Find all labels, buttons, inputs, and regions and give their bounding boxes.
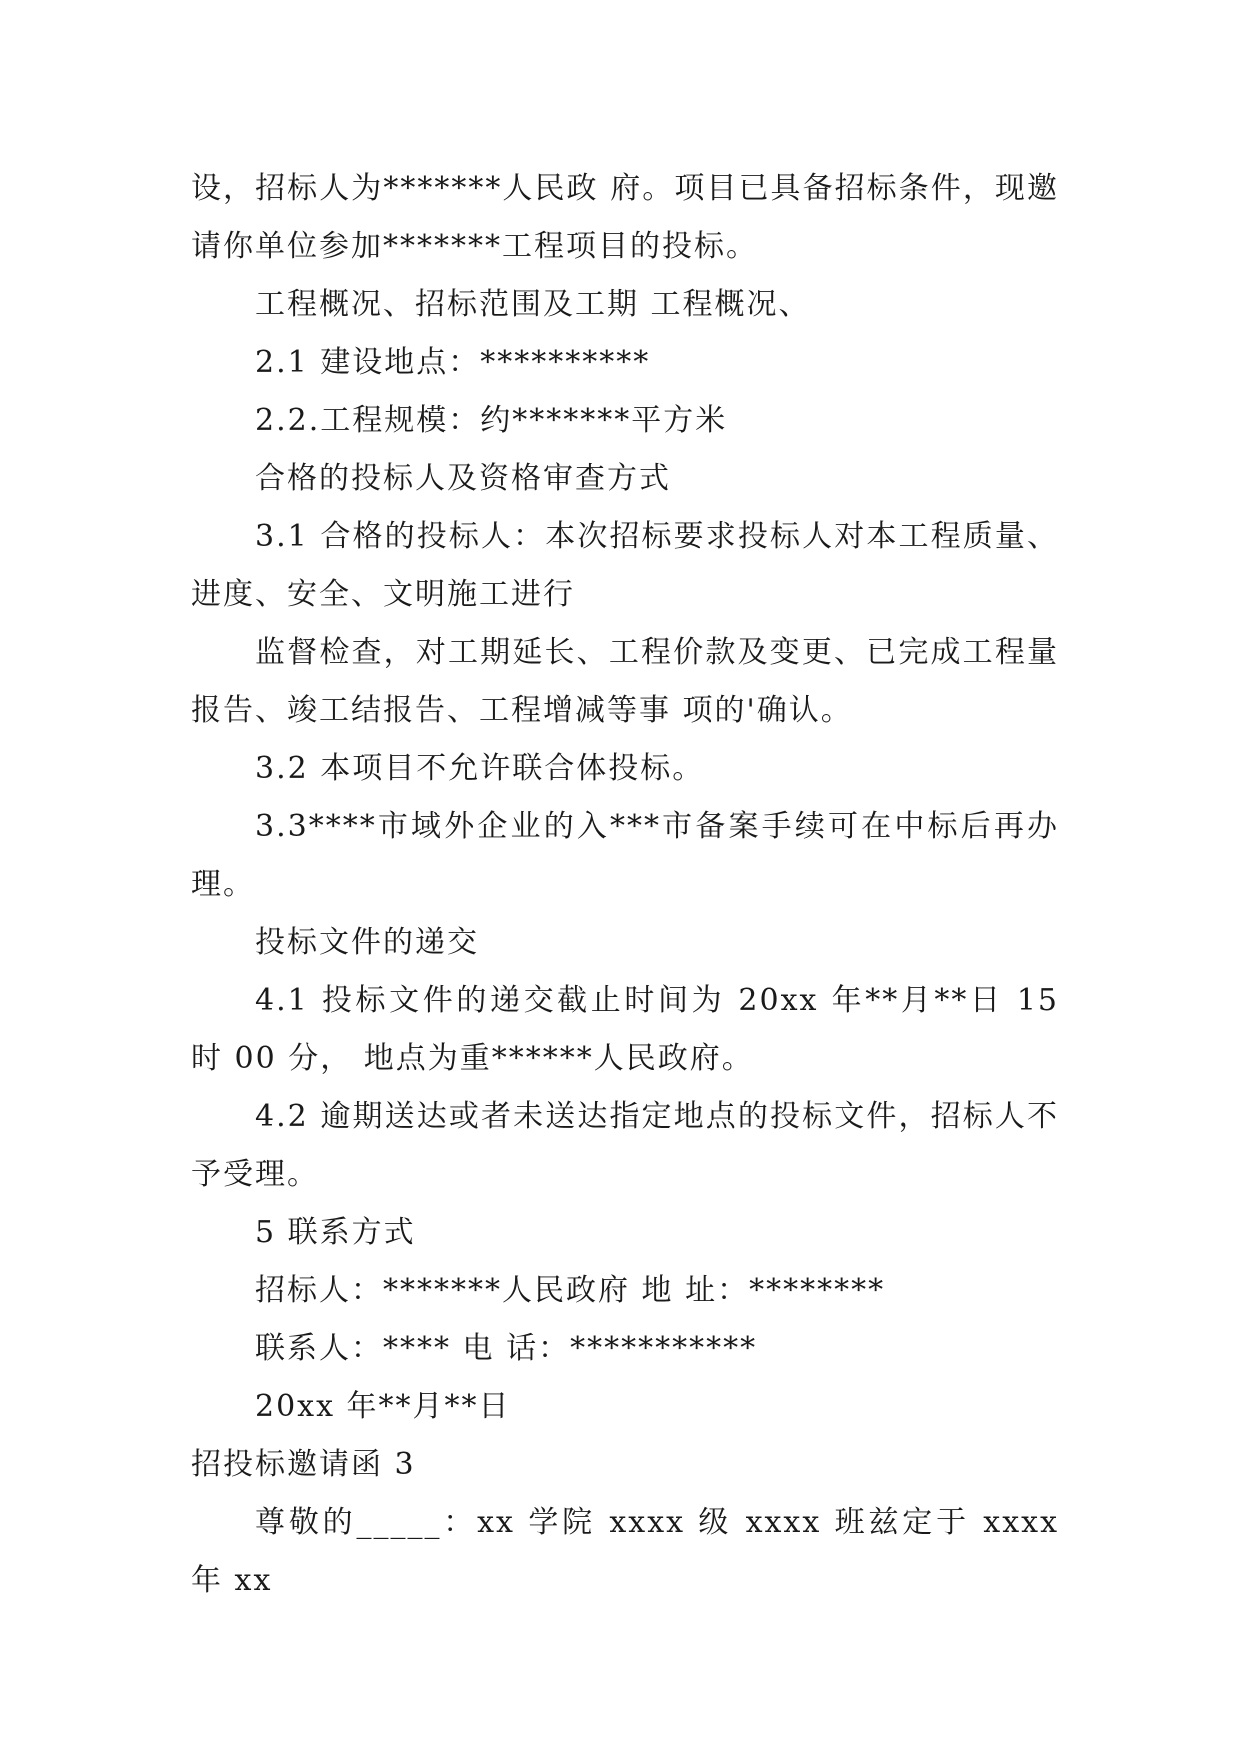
- paragraph-date: 20xx 年**月**日: [255, 1389, 511, 1424]
- paragraph-project-scale: 2.2.工程规模：约*******平方米: [255, 403, 728, 438]
- paragraph-qualified-bidder: 3.1 合格的投标人：本次招标要求投标人对本工程质量、进度、安全、文明施工进行: [191, 519, 1059, 612]
- paragraph-submission-heading: 投标文件的递交: [255, 925, 479, 960]
- paragraph-contact-person: 联系人：**** 电 话：***********: [255, 1331, 758, 1366]
- paragraph-supervision: 监督检查，对工期延长、工程价款及变更、已完成工程量报告、竣工结报告、工程增减等事 项的'确认。: [191, 635, 1059, 728]
- paragraph-tenderer: 招标人：*******人民政府 地 址：********: [255, 1273, 886, 1308]
- paragraph-late-submission: 4.2 逾期送达或者未送达指定地点的投标文件，招标人不予受理。: [191, 1099, 1059, 1192]
- paragraph-intro-continuation: 设，招标人为*******人民政 府。项目已具备招标条件，现邀请你单位参加*******工程项目的投标。: [191, 171, 1059, 264]
- paragraph-contact-heading: 5 联系方式: [255, 1215, 416, 1250]
- section-title: 招投标邀请函 3: [191, 1447, 416, 1482]
- document-body: [191, 160, 1071, 1610]
- paragraph-salutation: 尊敬的_____：xx 学院 xxxx 级 xxxx 班兹定于 xxxx 年 xx: [191, 1505, 1071, 1598]
- paragraph-qualification-heading: 合格的投标人及资格审查方式: [255, 461, 671, 496]
- paragraph-submission-deadline: 4.1 投标文件的递交截止时间为 20xx 年**月**日 15 时 00 分， 地点为重******人民政府。: [191, 983, 1071, 1076]
- paragraph-project-overview: 工程概况、招标范围及工期 工程概况、: [255, 287, 811, 322]
- paragraph-construction-site: 2.1 建设地点：**********: [255, 345, 651, 380]
- paragraph-no-consortium: 3.2 本项目不允许联合体投标。: [255, 751, 705, 786]
- paragraph-registration: 3.3****市域外企业的入***市备案手续可在中标后再办理。: [191, 809, 1059, 902]
